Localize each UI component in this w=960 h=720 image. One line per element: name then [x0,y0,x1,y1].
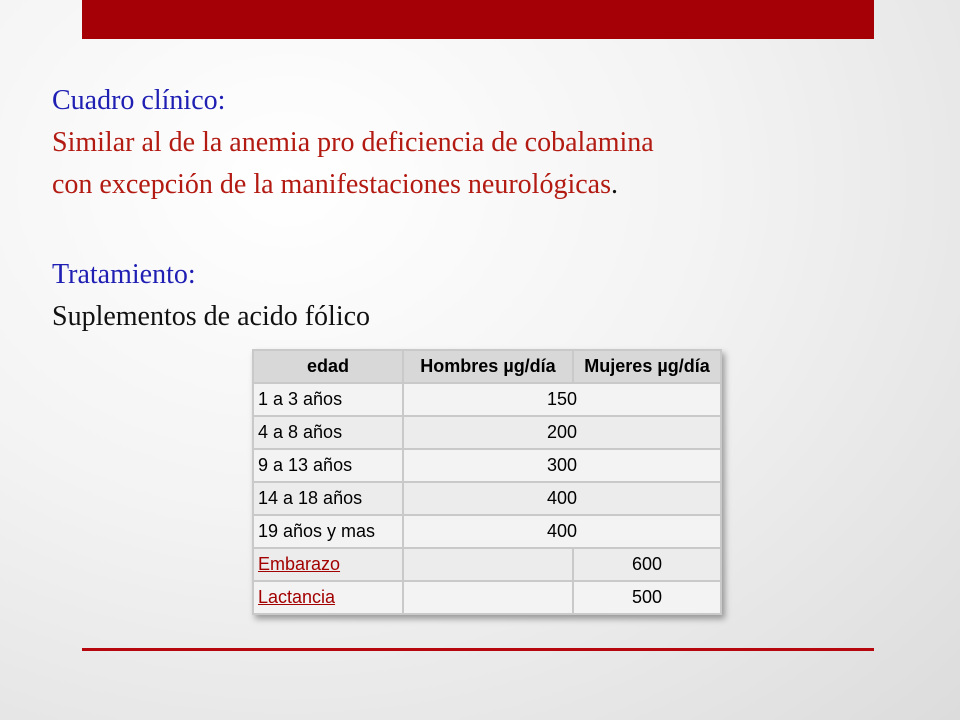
table-row [253,482,721,515]
folic-acid-table [252,349,722,615]
value-cell: 300 [403,449,721,482]
age-cell: 19 años y mas [253,515,403,548]
pregnancy-link[interactable]: Embarazo [258,554,341,574]
top-accent-bar [82,0,874,39]
table-row [253,515,721,548]
clinical-line-2 [52,164,912,206]
clinical-line-2-text: con excepción de la manifestaciones neurológicas [52,169,611,200]
value-cell: 150 [403,383,721,416]
clinical-line-1: Similar al de la anemia pro deficiencia de cobalamina [52,127,654,158]
treatment-heading: Tratamiento: [52,259,196,290]
header-women: Mujeres µg/día [573,350,721,383]
header-age: edad [253,350,403,383]
age-cell: 9 a 13 años [253,449,403,482]
bottom-divider-line [82,648,874,651]
slide-body [52,80,912,338]
table-header-row [253,350,721,383]
table-row [253,416,721,449]
age-cell: 14 a 18 años [253,482,403,515]
treatment-text: Suplementos de acido fólico [52,301,371,332]
clinical-heading: Cuadro clínico: [52,85,226,116]
age-cell: 4 a 8 años [253,416,403,449]
value-cell: 400 [403,515,721,548]
value-cell: 200 [403,416,721,449]
table-row [253,449,721,482]
empty-men-cell [403,548,573,581]
header-men: Hombres µg/día [403,350,573,383]
table-row [253,548,721,581]
value-cell: 600 [573,548,721,581]
value-cell: 500 [573,581,721,614]
value-cell: 400 [403,482,721,515]
table-row [253,383,721,416]
lactation-link[interactable]: Lactancia [258,587,336,607]
table-row [253,581,721,614]
lactation-link-cell [253,581,403,614]
pregnancy-link-cell [253,548,403,581]
empty-men-cell [403,581,573,614]
age-cell: 1 a 3 años [253,383,403,416]
clinical-period: . [611,169,618,200]
